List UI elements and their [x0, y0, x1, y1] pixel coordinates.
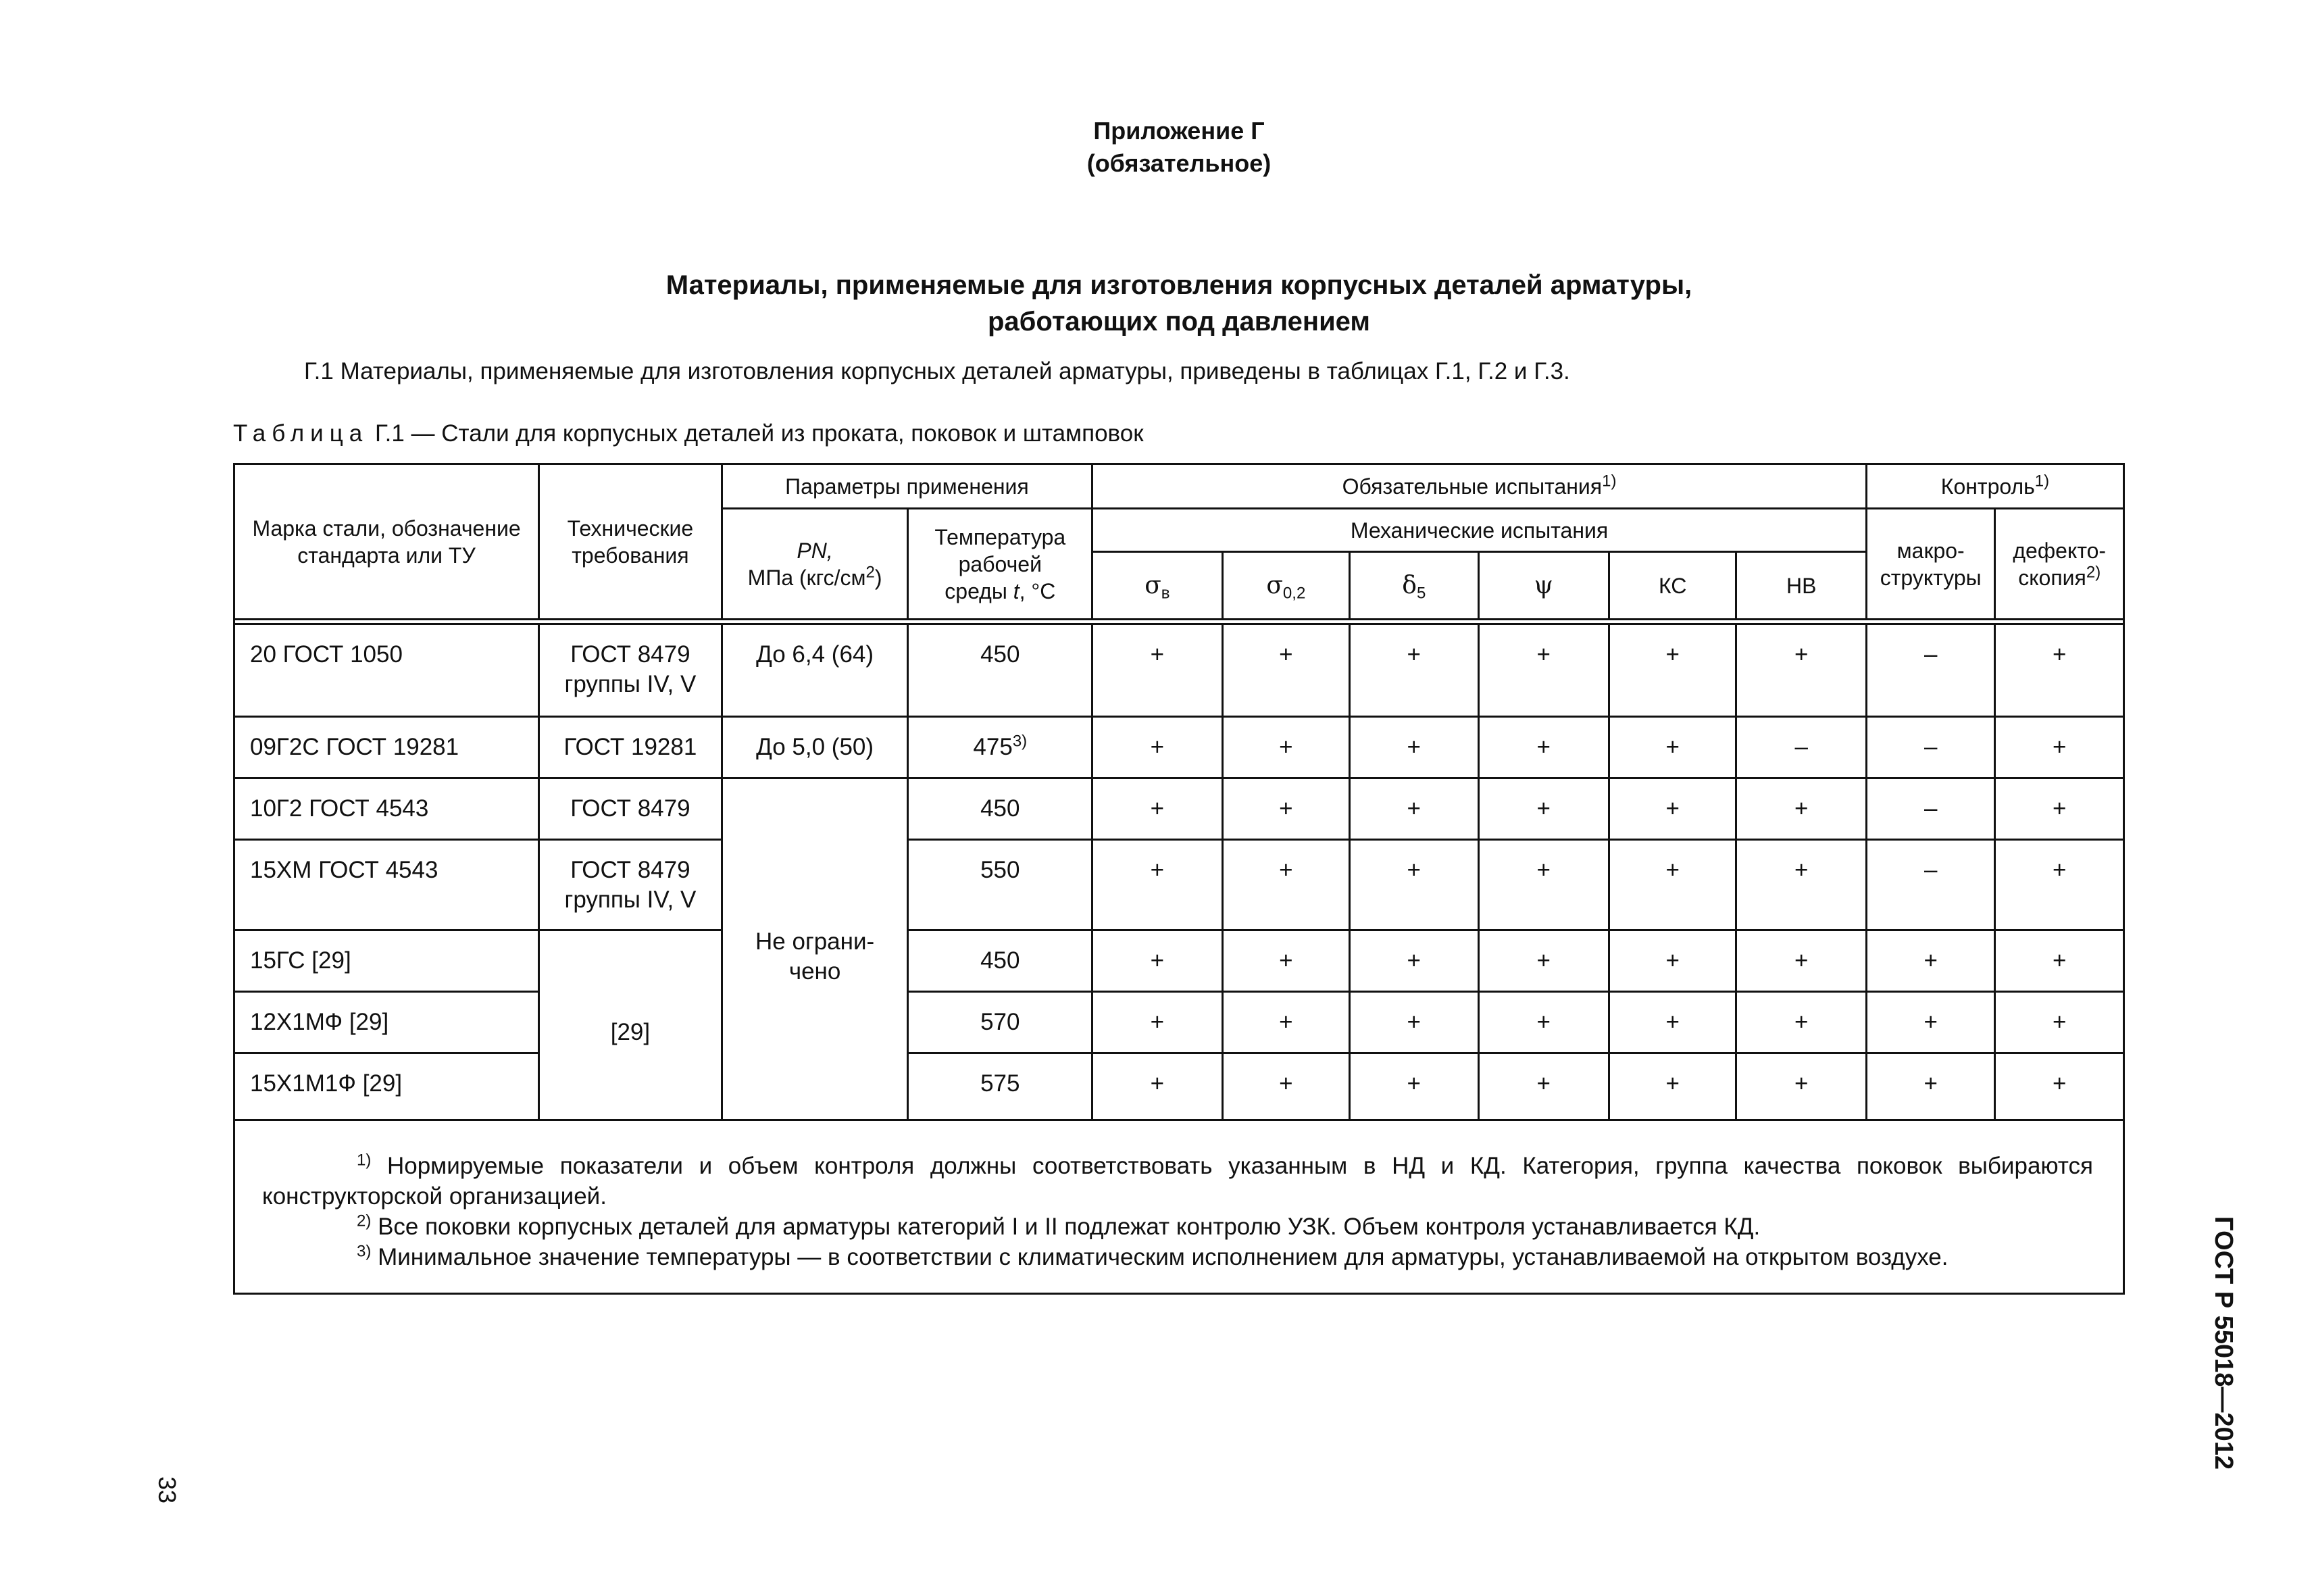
row-sigma-b: +: [1092, 840, 1222, 930]
row-delta5: +: [1350, 840, 1478, 930]
header-hb: НВ: [1736, 552, 1867, 620]
header-temp-line3: среды: [945, 578, 1013, 603]
row-macro: –: [1866, 624, 1994, 717]
row-temp: [908, 717, 1092, 778]
header-grade: Марка стали, обозначение стандарта или ТУ: [234, 464, 539, 620]
header-required-tests-label: Обязательные испытания: [1342, 474, 1603, 499]
header-control-label: Контроль: [1940, 474, 2035, 499]
row-ks: +: [1609, 930, 1736, 992]
row-psi: +: [1478, 624, 1609, 717]
row-grade: 20 ГОСТ 1050: [234, 624, 539, 717]
row-hb: +: [1736, 930, 1867, 992]
row-sigma-02: +: [1222, 930, 1349, 992]
row-hb: +: [1736, 624, 1867, 717]
steel-table: [233, 463, 2125, 1295]
header-temp-line1: Температура: [934, 524, 1066, 549]
row-tech: ГОСТ 8479: [539, 778, 722, 840]
row-macro: +: [1866, 992, 1994, 1053]
sigma-02-sub: 0,2: [1282, 583, 1306, 602]
note-1-text: Нормируемые показатели и объем контроля должны соответствовать указанным в НД и КД. Категория, группа качества поковок выбираются конструкторской организацией.: [262, 1153, 2093, 1210]
header-pn-unit: МПа (кгс/см: [747, 565, 866, 590]
note-1: [262, 1151, 2093, 1212]
row-tech: ГОСТ 19281: [539, 717, 722, 778]
row-grade: 09Г2С ГОСТ 19281: [234, 717, 539, 778]
row-temp: 450: [908, 778, 1092, 840]
table-notes: [234, 1120, 2124, 1294]
row-delta5: +: [1350, 778, 1478, 840]
footnote-mark: 3): [1012, 732, 1028, 751]
row-grade: 12Х1МФ [29]: [234, 992, 539, 1053]
appendix-heading: [0, 115, 2314, 180]
sigma-02-symbol: σ: [1266, 571, 1283, 599]
header-defect: [1995, 509, 2124, 620]
header-temp-unit: , °С: [1019, 578, 1056, 603]
row-psi: +: [1478, 840, 1609, 930]
note-2-mark: 2): [357, 1212, 372, 1230]
row-ks: +: [1609, 992, 1736, 1053]
header-temp-symbol: t: [1013, 578, 1020, 603]
intro-paragraph: Г.1 Материалы, применяемые для изготовления корпусных деталей арматуры, приведены в таблицах Г.1, Г.2 и Г.3.: [304, 358, 1570, 384]
header-pn: [722, 509, 908, 620]
sigma-b-sub: в: [1161, 583, 1170, 602]
psi-symbol: ψ: [1534, 571, 1553, 599]
note-1-mark: 1): [357, 1151, 372, 1170]
header-sigma-02: [1222, 552, 1349, 620]
row-pn-merged: [722, 778, 908, 1120]
header-control: [1866, 464, 2123, 509]
row-delta5: +: [1350, 992, 1478, 1053]
row-sigma-b: +: [1092, 717, 1222, 778]
note-2: [262, 1212, 2093, 1242]
header-params: Параметры применения: [722, 464, 1092, 509]
appendix-label: Приложение Г: [1093, 117, 1265, 145]
section-title: [0, 267, 2314, 340]
row-ks: +: [1609, 624, 1736, 717]
row-delta5: +: [1350, 624, 1478, 717]
standard-code: ГОСТ Р 55018—2012: [2209, 1216, 2238, 1470]
header-tech: Технические требования: [539, 464, 722, 620]
row-temp: 450: [908, 930, 1092, 992]
row-psi: +: [1478, 992, 1609, 1053]
header-pn-symbol: PN,: [797, 538, 833, 563]
header-macro: макро-структуры: [1866, 509, 1994, 620]
header-sigma-b: [1092, 552, 1222, 620]
row-sigma-02: +: [1222, 992, 1349, 1053]
row-delta5: +: [1350, 1053, 1478, 1120]
appendix-status: (обязательное): [1086, 149, 1272, 177]
table-row: [234, 624, 2124, 717]
table-row: [234, 930, 2124, 992]
row-tech: ГОСТ 8479 группы IV, V: [539, 624, 722, 717]
header-mech: Механические испытания: [1092, 509, 1867, 552]
row-tech-merged: [29]: [539, 930, 722, 1120]
row-grade: 15ХМ ГОСТ 4543: [234, 840, 539, 930]
table-row: [234, 717, 2124, 778]
row-ks: +: [1609, 778, 1736, 840]
row-ks: +: [1609, 1053, 1736, 1120]
row-sigma-b: +: [1092, 1053, 1222, 1120]
row-hb: +: [1736, 1053, 1867, 1120]
row-sigma-02: +: [1222, 778, 1349, 840]
footnote-mark: 1): [2034, 471, 2050, 490]
row-hb: +: [1736, 992, 1867, 1053]
table-row: [234, 778, 2124, 840]
row-temp: 570: [908, 992, 1092, 1053]
row-psi: +: [1478, 1053, 1609, 1120]
row-macro: –: [1866, 717, 1994, 778]
row-delta5: +: [1350, 930, 1478, 992]
row-defect: +: [1995, 624, 2124, 717]
table-row: [234, 840, 2124, 930]
header-psi: [1478, 552, 1609, 620]
row-sigma-02: +: [1222, 840, 1349, 930]
row-temp: 575: [908, 1053, 1092, 1120]
section-title-line1: Материалы, применяемые для изготовления корпусных деталей арматуры,: [665, 270, 1692, 300]
header-temp-line2: рабочей: [958, 551, 1042, 576]
header-pn-unit-sup: 2: [865, 562, 875, 581]
row-defect: +: [1995, 992, 2124, 1053]
note-3-text: Минимальное значение температуры — в соответствии с климатическим исполнением для арматуры, устанавливаемой на открытом воздухе.: [371, 1244, 1948, 1270]
row-macro: –: [1866, 778, 1994, 840]
header-separator: [234, 620, 2124, 624]
note-3-mark: 3): [357, 1242, 372, 1261]
row-psi: +: [1478, 778, 1609, 840]
row-sigma-02: +: [1222, 624, 1349, 717]
row-temp-value: 475: [973, 734, 1013, 760]
page-number: 33: [153, 1476, 181, 1504]
header-defect-label: дефекто-скопия: [2013, 538, 2107, 590]
note-3: [262, 1242, 2093, 1272]
header-delta5: [1350, 552, 1478, 620]
row-defect: +: [1995, 930, 2124, 992]
header-required-tests: [1092, 464, 1867, 509]
row-defect: +: [1995, 717, 2124, 778]
table-row: [234, 992, 2124, 1053]
pn-merged-line2: чено: [788, 957, 841, 984]
delta5-symbol: δ: [1402, 571, 1417, 599]
pn-merged-line1: Не ограни-: [755, 928, 875, 955]
row-grade: 10Г2 ГОСТ 4543: [234, 778, 539, 840]
row-delta5: +: [1350, 717, 1478, 778]
row-psi: +: [1478, 717, 1609, 778]
row-sigma-02: +: [1222, 717, 1349, 778]
row-sigma-b: +: [1092, 778, 1222, 840]
row-pn: До 5,0 (50): [722, 717, 908, 778]
row-hb: –: [1736, 717, 1867, 778]
row-hb: +: [1736, 840, 1867, 930]
header-pn-unit-close: ): [874, 565, 882, 590]
table-row: [234, 1053, 2124, 1120]
row-sigma-b: +: [1092, 930, 1222, 992]
row-temp: 550: [908, 840, 1092, 930]
row-sigma-b: +: [1092, 992, 1222, 1053]
footnote-mark: 2): [2086, 562, 2101, 581]
footnote-mark: 1): [1602, 471, 1617, 490]
table-caption: [233, 419, 1144, 449]
row-grade: 15ГС [29]: [234, 930, 539, 992]
row-pn: До 6,4 (64): [722, 624, 908, 717]
row-hb: +: [1736, 778, 1867, 840]
header-ks: КС: [1609, 552, 1736, 620]
table-caption-word: Таблица: [233, 420, 369, 447]
row-temp: 450: [908, 624, 1092, 717]
row-defect: +: [1995, 778, 2124, 840]
row-macro: –: [1866, 840, 1994, 930]
row-sigma-b: +: [1092, 624, 1222, 717]
row-tech: ГОСТ 8479 группы IV, V: [539, 840, 722, 930]
row-ks: +: [1609, 840, 1736, 930]
row-grade: 15Х1М1Ф [29]: [234, 1053, 539, 1120]
row-psi: +: [1478, 930, 1609, 992]
row-macro: +: [1866, 1053, 1994, 1120]
row-defect: +: [1995, 840, 2124, 930]
section-title-line2: работающих под давлением: [988, 307, 1370, 336]
sigma-b-symbol: σ: [1145, 571, 1161, 599]
row-macro: +: [1866, 930, 1994, 992]
delta5-sub: 5: [1416, 583, 1426, 602]
row-ks: +: [1609, 717, 1736, 778]
table-caption-text: Г.1 — Стали для корпусных деталей из проката, поковок и штамповок: [368, 420, 1144, 447]
note-2-text: Все поковки корпусных деталей для арматуры категорий I и II подлежат контролю УЗК. Объем контроля устанавливается КД.: [371, 1214, 1761, 1240]
row-sigma-02: +: [1222, 1053, 1349, 1120]
row-defect: +: [1995, 1053, 2124, 1120]
header-temp: [908, 509, 1092, 620]
